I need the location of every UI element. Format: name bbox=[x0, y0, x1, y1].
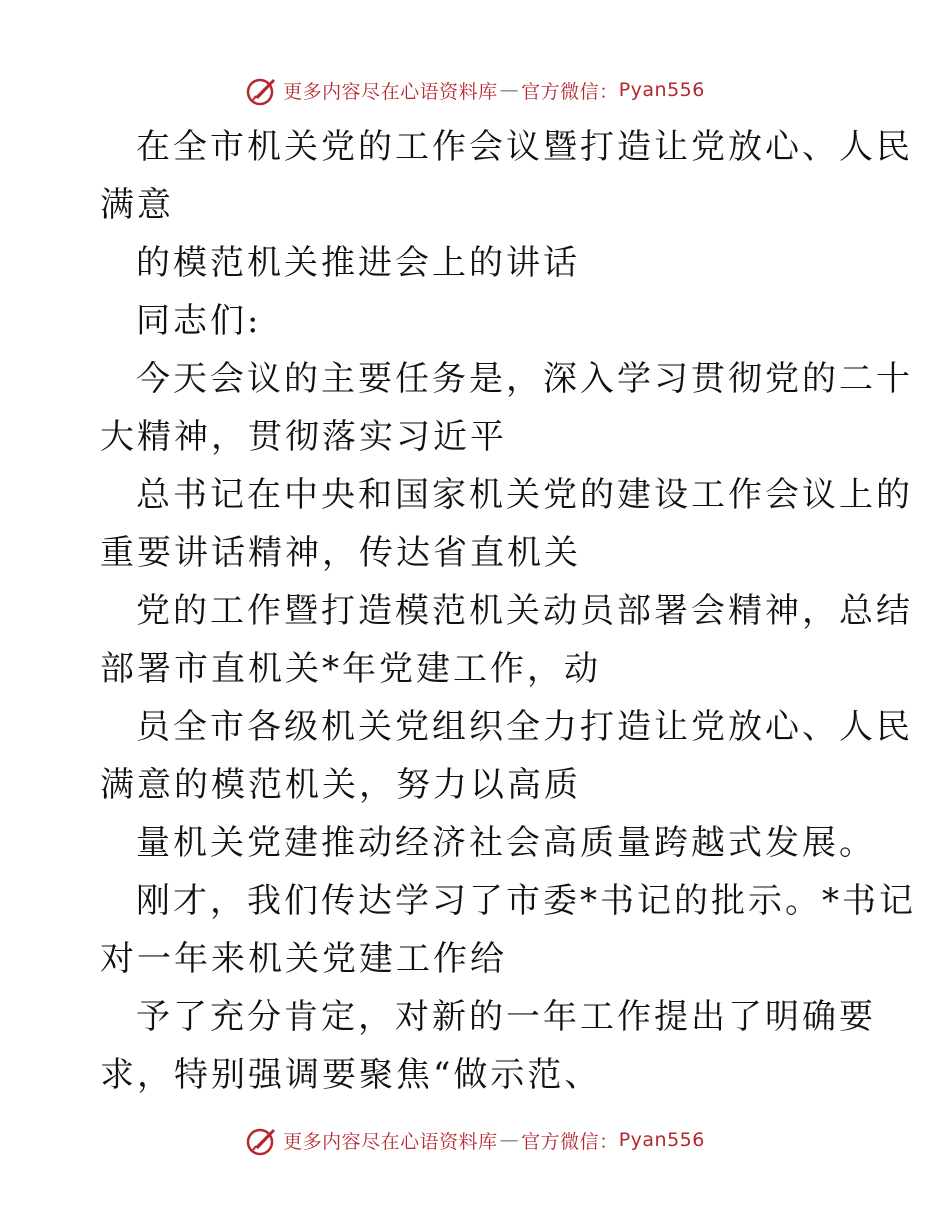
text-line: 对一年来机关党建工作给 bbox=[100, 939, 507, 979]
header-watermark bbox=[0, 70, 950, 110]
document-body bbox=[100, 118, 916, 1104]
text-line: 重要讲话精神，传达省直机关 bbox=[100, 533, 581, 573]
text-line: 党的工作暨打造模范机关动员部署会精神，总结 bbox=[136, 591, 913, 631]
text-line: 满意 bbox=[100, 185, 174, 225]
watermark-wechat-label: 官方微信： bbox=[521, 1130, 619, 1153]
text-line: 部署市直机关*年党建工作，动 bbox=[100, 649, 601, 689]
text-line: 同志们: bbox=[136, 301, 262, 341]
text-line: 予了充分肯定，对新的一年工作提出了明确要 bbox=[136, 997, 876, 1037]
watermark-separator: — bbox=[499, 1129, 520, 1151]
text-line: 满意的模范机关，努力以高质 bbox=[100, 765, 581, 805]
text-line: 今天会议的主要任务是，深入学习贯彻党的二十 bbox=[136, 359, 913, 399]
text-line: 员全市各级机关党组织全力打造让党放心、人民 bbox=[136, 707, 913, 747]
watermark-wechat-id: Pyan556 bbox=[618, 79, 705, 101]
text-line: 总书记在中央和国家机关党的建设工作会议上的 bbox=[136, 475, 913, 515]
footer-watermark bbox=[0, 1120, 950, 1160]
text-line: 的模范机关推进会上的讲话 bbox=[136, 243, 580, 283]
quill-logo-icon bbox=[245, 73, 279, 107]
watermark-brand: 更多内容尽在心语资料库 bbox=[283, 1130, 498, 1153]
watermark-brand: 更多内容尽在心语资料库 bbox=[283, 80, 498, 103]
watermark-wechat-id: Pyan556 bbox=[618, 1129, 705, 1151]
text-line: 求，特别强调要聚焦“做示范、 bbox=[100, 1055, 602, 1095]
text-line: 量机关党建推动经济社会高质量跨越式发展。 bbox=[136, 823, 876, 863]
watermark-wechat-label: 官方微信： bbox=[521, 80, 619, 103]
text-line: 在全市机关党的工作会议暨打造让党放心、人民 bbox=[136, 127, 913, 167]
text-line: 刚才，我们传达学习了市委*书记的批示。*书记 bbox=[136, 881, 916, 921]
text-line: 大精神，贯彻落实习近平 bbox=[100, 417, 507, 457]
watermark-separator: — bbox=[499, 79, 520, 101]
quill-logo-icon bbox=[245, 1123, 279, 1157]
